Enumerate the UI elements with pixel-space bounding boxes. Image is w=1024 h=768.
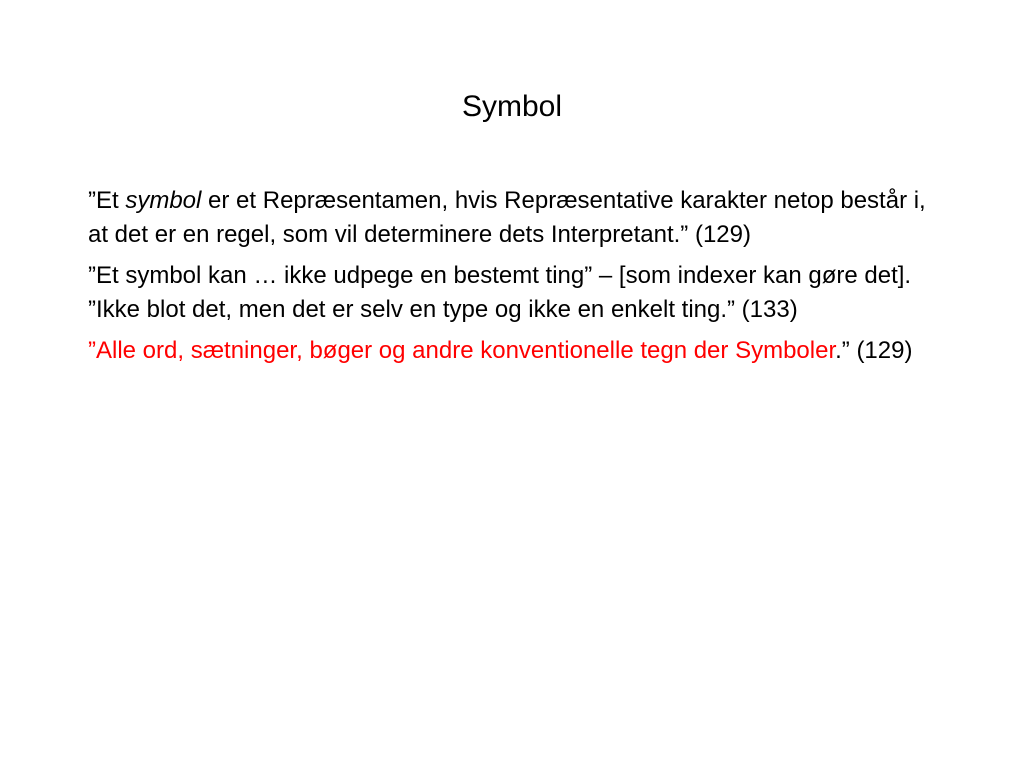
quote-1-prefix: ”Et [88, 187, 126, 214]
slide-title: Symbol [461, 90, 563, 123]
quote-2-text: ”Et symbol kan … ikke udpege en bestemt ting” – [som indexer kan gøre det]. ”Ikke blot det, men det er selv en type og ikke en enkelt ting.” (133) [88, 262, 912, 323]
quote-1-text: er et Repræsentamen, hvis Repræsentative karakter netop består i, at det er en regel, som vil determinere dets Interpretant.” (129) [88, 187, 926, 248]
quote-1-italic-term: symbol [125, 187, 202, 214]
quote-3-citation: .” (129) [835, 337, 913, 364]
quote-conventional-signs [88, 334, 948, 368]
slide-body [88, 184, 948, 375]
quote-symbol-definition [88, 184, 948, 252]
quote-3-highlighted-text: ”Alle ord, sætninger, bøger og andre konventionelle tegn der Symboler [88, 337, 836, 364]
quote-symbol-type [88, 259, 948, 327]
